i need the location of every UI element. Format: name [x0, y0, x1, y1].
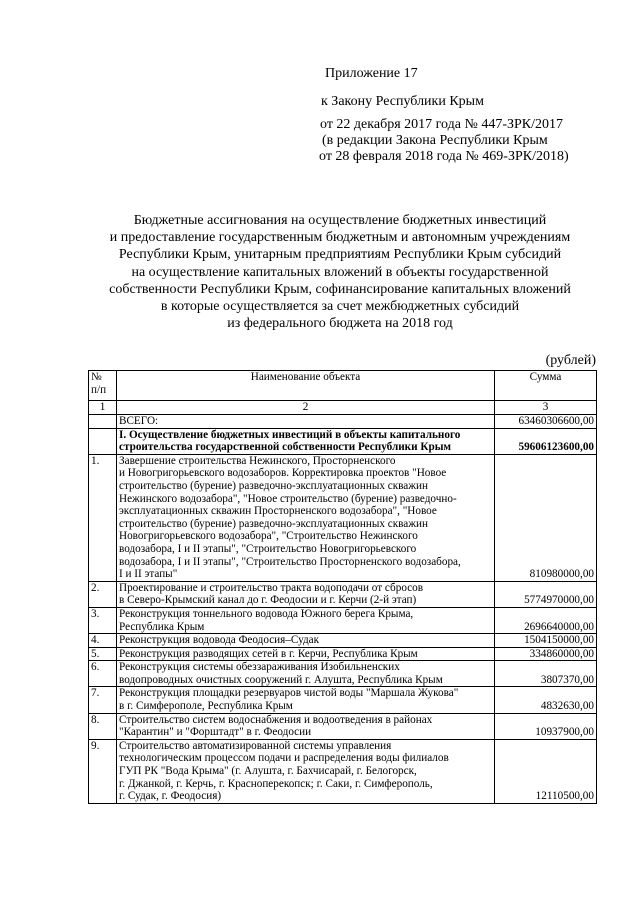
row-text-line: Реконструкция площадки резервуаров чистой воды "Маршала Жукова": [119, 687, 459, 700]
title-line: из федерального бюджета на 2018 год: [227, 316, 453, 332]
total-row: [89, 415, 597, 429]
row-sum: 3807370,00: [495, 661, 597, 687]
row-text-line: Строительство систем водоснабжения и водоотведения в районах: [119, 713, 433, 726]
row-text-line: г. Джанкой, г. Керчь, г. Красноперекопск; г. Саки, г. Симферополь,: [119, 777, 433, 790]
row-sum: 334860000,00: [495, 647, 597, 661]
total-sum: 63460306600,00: [495, 415, 597, 429]
row-text-line: водозабора, I и II этапы", "Строительство Новогригорьевского: [119, 542, 417, 555]
column-number: 3: [495, 401, 597, 415]
row-sum: 10937900,00: [495, 713, 597, 739]
row-object-name: [117, 647, 495, 661]
title-line: собственности Республики Крым, софинансирование капитальных вложений: [109, 281, 571, 297]
row-text-line: Реконструкция тоннельного водовода Южного берега Крыма,: [119, 607, 414, 620]
section-title: I. Осуществление бюджетных инвестиций в объекты капитального строительства государственной собственности Республики Крым: [117, 428, 495, 454]
table-row: [89, 739, 597, 803]
row-object-name: [117, 713, 495, 739]
table-header-row: [89, 371, 597, 401]
document-title: [70, 212, 610, 332]
investment-table: [88, 370, 597, 804]
row-sum: 12110500,00: [495, 739, 597, 803]
row-number: 9.: [89, 739, 117, 803]
amendment-reference: (в редакции Закона Республики Крым: [322, 133, 548, 148]
title-line: Бюджетные ассигнования на осуществление бюджетных инвестиций: [133, 213, 547, 228]
row-object-name: [117, 634, 495, 648]
row-object-name: [117, 454, 495, 581]
currency-unit-label: (рублей): [545, 353, 596, 368]
table-row: [89, 687, 597, 713]
total-label: ВСЕГО:: [117, 415, 495, 429]
row-text-line: строительство (бурение) разведочно-эксплуатационных скважин: [119, 479, 428, 492]
row-text-line: эксплуатационных скважин Просторненского водозабора", "Новое: [119, 505, 437, 518]
title-line: на осуществление капитальных вложений в объекты государственной: [131, 264, 549, 280]
table-row: [89, 607, 597, 633]
table-row: [89, 661, 597, 687]
column-numbers-row: [89, 401, 597, 415]
law-reference: к Закону Республики Крым: [321, 94, 484, 109]
title-line: в которые осуществляется за счет межбюджетных субсидий: [160, 299, 520, 315]
law-date: от 22 декабря 2017 года № 447-ЗРК/2017: [320, 117, 564, 132]
row-object-name: [117, 581, 495, 607]
row-number: 5.: [89, 647, 117, 661]
row-text-line: Реконструкция водовода Феодосия–Судак: [119, 634, 320, 647]
row-number: 4.: [89, 634, 117, 648]
row-number: 1.: [89, 454, 117, 581]
row-text-line: водопроводных очистных сооружений г. Алушта, Республика Крым: [119, 673, 443, 686]
row-object-name: [117, 687, 495, 713]
row-sum: 2696640000,00: [495, 607, 597, 633]
row-text-line: и Новогригорьевского водозаборов. Корректировка проектов "Новое: [119, 467, 447, 480]
header-object-name: Наименование объекта: [117, 371, 495, 401]
header-number: № п/п: [89, 371, 117, 401]
amendment-date: от 28 февраля 2018 года № 469-ЗРК/2018): [319, 149, 569, 164]
row-sum: 810980000,00: [495, 454, 597, 581]
row-number: 8.: [89, 713, 117, 739]
column-number: 1: [89, 401, 117, 415]
row-text-line: Строительство автоматизированной системы управления: [119, 739, 392, 752]
row-text-line: "Карантин" и "Форштадт" в г. Феодосии: [119, 726, 312, 739]
row-text-line: технологическим процессом подачи и распределения воды филиалов: [119, 752, 449, 765]
row-text-line: Нежинского водозабора", "Новое строительство (бурение) разведочно-: [119, 492, 457, 505]
row-number: 7.: [89, 687, 117, 713]
row-text-line: Новогригорьевского водозабора", "Строительство Нежинского: [119, 530, 418, 543]
row-text-line: ГУП РК "Вода Крыма" (г. Алушта, г. Бахчисарай, г. Белогорск,: [119, 765, 417, 778]
row-sum: 1504150000,00: [495, 634, 597, 648]
column-number: 2: [117, 401, 495, 415]
row-object-name: [117, 661, 495, 687]
row-text-line: Республика Крым: [119, 620, 205, 633]
section-sum: 59606123600,00: [495, 428, 597, 454]
table-row: [89, 713, 597, 739]
row-number: 3.: [89, 607, 117, 633]
table-row: [89, 454, 597, 581]
table-row: [89, 581, 597, 607]
row-object-name: [117, 607, 495, 633]
header-sum: Сумма: [495, 371, 597, 401]
row-sum: 5774970000,00: [495, 581, 597, 607]
table-row: [89, 634, 597, 648]
title-line: Республики Крым, унитарным предприятиям Республики Крым субсидий: [118, 247, 562, 263]
row-object-name: [117, 739, 495, 803]
row-text-line: Завершение строительства Нежинского, Просторненского: [119, 454, 396, 467]
table-body: [89, 454, 597, 803]
row-number: 2.: [89, 581, 117, 607]
row-text-line: Реконструкция системы обеззараживания Изобильненских: [119, 661, 400, 674]
row-text-line: водозабора, I и II этапы", "Строительство Просторненского водозабора,: [119, 555, 461, 568]
appendix-number: Приложение 17: [325, 66, 418, 81]
row-number: 6.: [89, 661, 117, 687]
row-text-line: в г. Симферополе, Республика Крым: [119, 700, 293, 713]
row-text-line: в Северо-Крымский канал до г. Феодосии и г. Керчи (2-й этап): [119, 594, 417, 607]
section-row: [89, 428, 597, 454]
table-row: [89, 647, 597, 661]
row-text-line: г. Судак, г. Феодосия): [119, 790, 222, 803]
row-text-line: Проектирование и строительство тракта водоподачи от сбросов: [119, 581, 424, 594]
row-text-line: строительство (бурение) разведочно-эксплуатационных скважин: [119, 517, 428, 530]
title-line: и предоставление государственным бюджетным и автономным учреждениям: [109, 230, 571, 246]
row-sum: 4832630,00: [495, 687, 597, 713]
row-text-line: Реконструкция разводящих сетей в г. Керчи, Республика Крым: [119, 647, 418, 660]
row-text-line: I и II этапы": [119, 568, 178, 581]
